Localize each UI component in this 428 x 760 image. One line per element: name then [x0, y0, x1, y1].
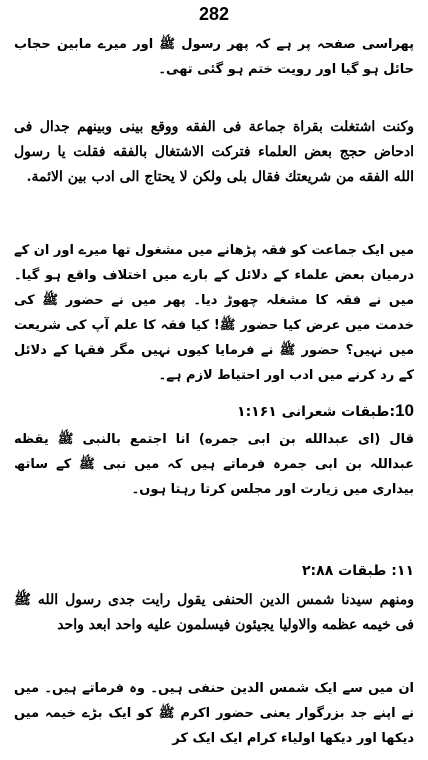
reference-title: طبقات شعرانی ۱:۱۶۱	[237, 404, 390, 420]
quote-paragraph-10: قال (اى عبدالله بن ابى جمره) انا اجتمع بالنبى ﷺ يقظه عبداللہ بن ابی جمرہ فرماتے ہیں کہ میں نبی ﷺ کے ساتھ بیداری میں زیارت اور مجلس کرتا رہتا ہوں۔	[14, 432, 414, 497]
urdu-paragraph-3: ان میں سے ایک شمس الدین حنفی ہیں۔ وہ فرماتے ہیں۔ میں نے اپنے جد بزرگوار یعنی حضور اکرم ﷺ کو ایک بڑے خیمہ میں دیکھا اور دیکھا اولیاء کرام ایک ایک کر	[14, 681, 414, 746]
arabic-paragraph-1: وكنت اشتغلت بقراة جماعة فى الفقه ووقع بينى وبينهم جدال فى ادحاض حجج بعض العلماء فتركت الاشتغال بالفقه فقلت يا رسول الله الفقه من شريعتك فقال بلى ولكن لا يحتاج الى ادب بين الائمة.	[14, 119, 414, 185]
reference-separator: :	[389, 404, 396, 420]
urdu-paragraph-2: میں ایک جماعت کو فقہ پڑھانے میں مشغول تھا میرے اور ان کے درمیان بعض علماء کے دلائل کے بارے میں اختلاف واقع ہو گیا۔ میں نے فقہ کا مشغلہ چھوڑ دیا۔ پھر میں نے حضور ﷺ کی خدمت میں عرض کیا حضور ﷺ! کیا فقہ کا علم آپ کی شریعت میں نہیں؟ حضور ﷺ نے فرمایا کیوں نہیں مگر فقہا کے دلائل کے رد کرنے میں ادب اور احتیاط لازم ہے۔	[14, 243, 414, 383]
page-number: 282	[198, 4, 230, 24]
reference-heading-11: ۱۱: طبقات ۲:۸۸	[302, 563, 414, 579]
reference-number: 10	[395, 401, 414, 420]
reference-heading-10	[14, 398, 414, 425]
urdu-paragraph-1: پھراسی صفحہ پر ہے کہ پھر رسول ﷺ اور میرے مابین حجاب حائل ہو گیا اور رویت ختم ہو گئی تھی۔	[14, 37, 414, 77]
arabic-paragraph-2: ومنهم سيدنا شمس الدين الحنفى يقول رايت جدى رسول الله ﷺ فى خيمه عظمه والاوليا يجيئون فيسلمون عليه واحد ابعد واحد	[14, 592, 414, 633]
